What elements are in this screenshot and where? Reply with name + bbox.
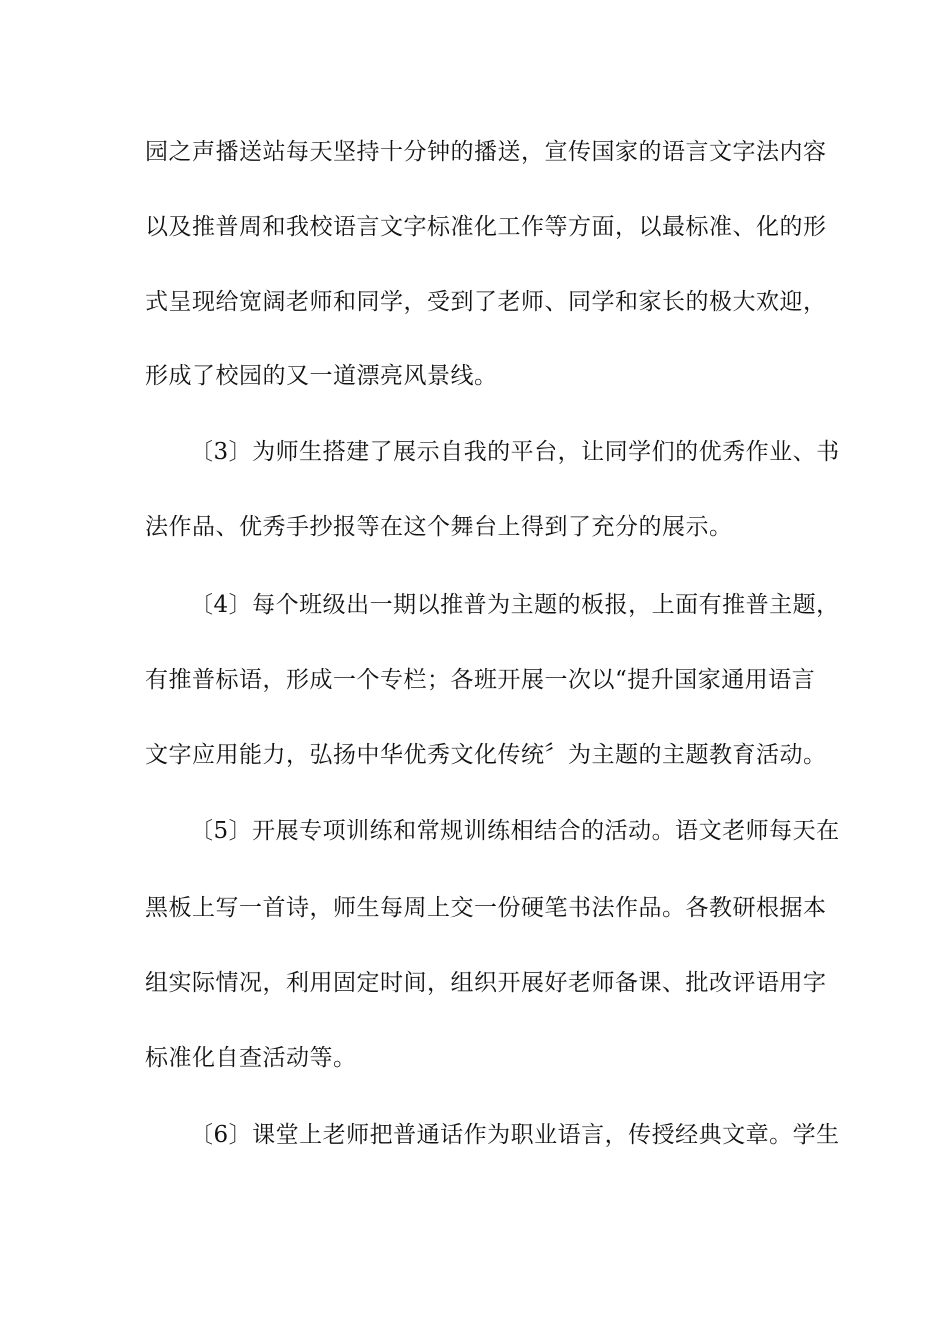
text-line: 形成了校园的又一道漂亮风景线。: [145, 363, 498, 389]
paragraph-6-first-line: 〔6〕课堂上老师把普通话作为职业语言，传授经典文章。学生: [190, 1122, 840, 1148]
text-line: 有推普标语，形成一个专栏；各班开展一次以“提升国家通用语言: [145, 667, 816, 693]
paragraph-4-first-line: 〔4〕每个班级出一期以推普为主题的板报，上面有推普主题，: [190, 592, 840, 618]
text-line: 园之声播送站每天坚持十分钟的播送，宣传国家的语言文字法内容: [145, 139, 827, 165]
text-line: 式呈现给宽阔老师和同学，受到了老师、同学和家长的极大欢迎，: [145, 289, 827, 315]
text-line: 法作品、优秀手抄报等在这个舞台上得到了充分的展示。: [145, 514, 733, 540]
paragraph-5-first-line: 〔5〕开展专项训练和常规训练相结合的活动。语文老师每天在: [190, 818, 840, 844]
paragraph-3-first-line: 〔3〕为师生搭建了展示自我的平台，让同学们的优秀作业、书: [190, 439, 840, 465]
text-line: 黑板上写一首诗，师生每周上交一份硬笔书法作品。各教研根据本: [145, 895, 827, 921]
text-line: 组实际情况，利用固定时间，组织开展好老师备课、批改评语用字: [145, 970, 827, 996]
text-line: 标准化自查活动等。: [145, 1045, 357, 1071]
text-line: 以及推普周和我校语言文字标准化工作等方面，以最标准、化的形: [145, 214, 827, 240]
text-line: 文字应用能力，弘扬中华优秀文化传统〞为主题的主题教育活动。: [145, 742, 827, 768]
